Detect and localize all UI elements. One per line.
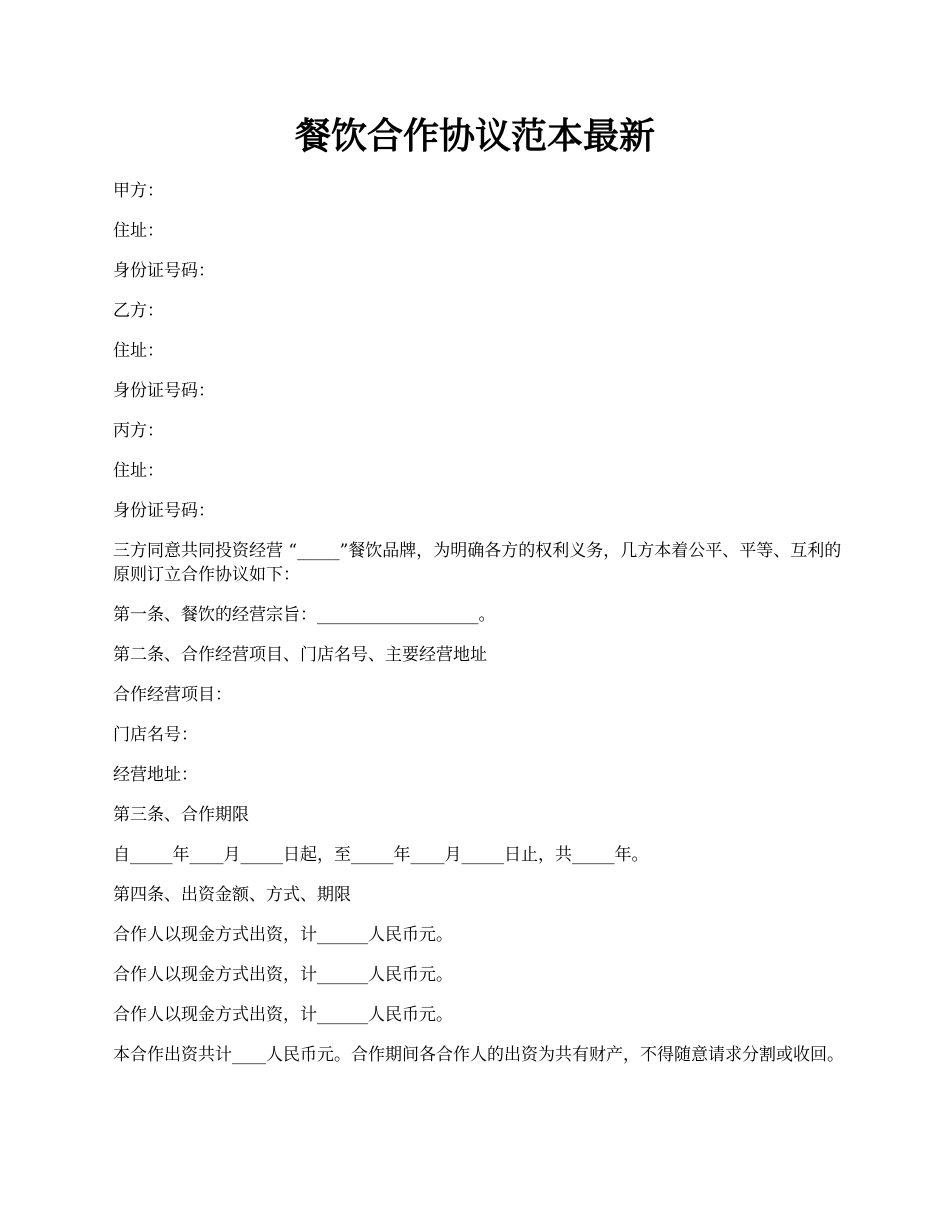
capital-contribution-3: 合作人以现金方式出资，计______人民币元。: [113, 1005, 453, 1025]
article-1: 第一条、餐饮的经营宗旨：___________________。: [113, 605, 496, 625]
store-name: 门店名号：: [113, 725, 198, 745]
article-3-heading: 第三条、合作期限: [113, 805, 249, 825]
article-2-heading: 第二条、合作经营项目、门店名号、主要经营地址: [113, 645, 487, 665]
capital-contribution-1: 合作人以现金方式出资，计______人民币元。: [113, 925, 453, 945]
article-4-heading: 第四条、出资金额、方式、期限: [113, 885, 351, 905]
preamble-paragraph: 三方同意共同投资经营 “_____”餐饮品牌，为明确各方的权利义务，几方本着公平、平等、互利的原则订立合作协议如下：: [113, 541, 842, 585]
party-b-address: 住址：: [113, 341, 164, 361]
business-address: 经营地址：: [113, 765, 198, 785]
party-a-address: 住址：: [113, 221, 164, 241]
party-a-label: 甲方：: [113, 181, 164, 201]
document-title: 餐饮合作协议范本最新: [294, 115, 655, 157]
party-c-address: 住址：: [113, 461, 164, 481]
total-contribution: 本合作出资共计____人民币元。合作期间各合作人的出资为共有财产，不得随意请求分割或收回。: [113, 1045, 844, 1065]
document-body: [113, 179, 858, 1083]
capital-contribution-2: 合作人以现金方式出资，计______人民币元。: [113, 965, 453, 985]
term-dates: 自_____年____月_____日起，至_____年____月_____日止，共_____年。: [113, 845, 649, 865]
party-c-id: 身份证号码：: [113, 501, 215, 521]
party-b-id: 身份证号码：: [113, 381, 215, 401]
party-b-label: 乙方：: [113, 301, 164, 321]
business-project: 合作经营项目：: [113, 685, 232, 705]
party-c-label: 丙方：: [113, 421, 164, 441]
party-a-id: 身份证号码：: [113, 261, 215, 281]
